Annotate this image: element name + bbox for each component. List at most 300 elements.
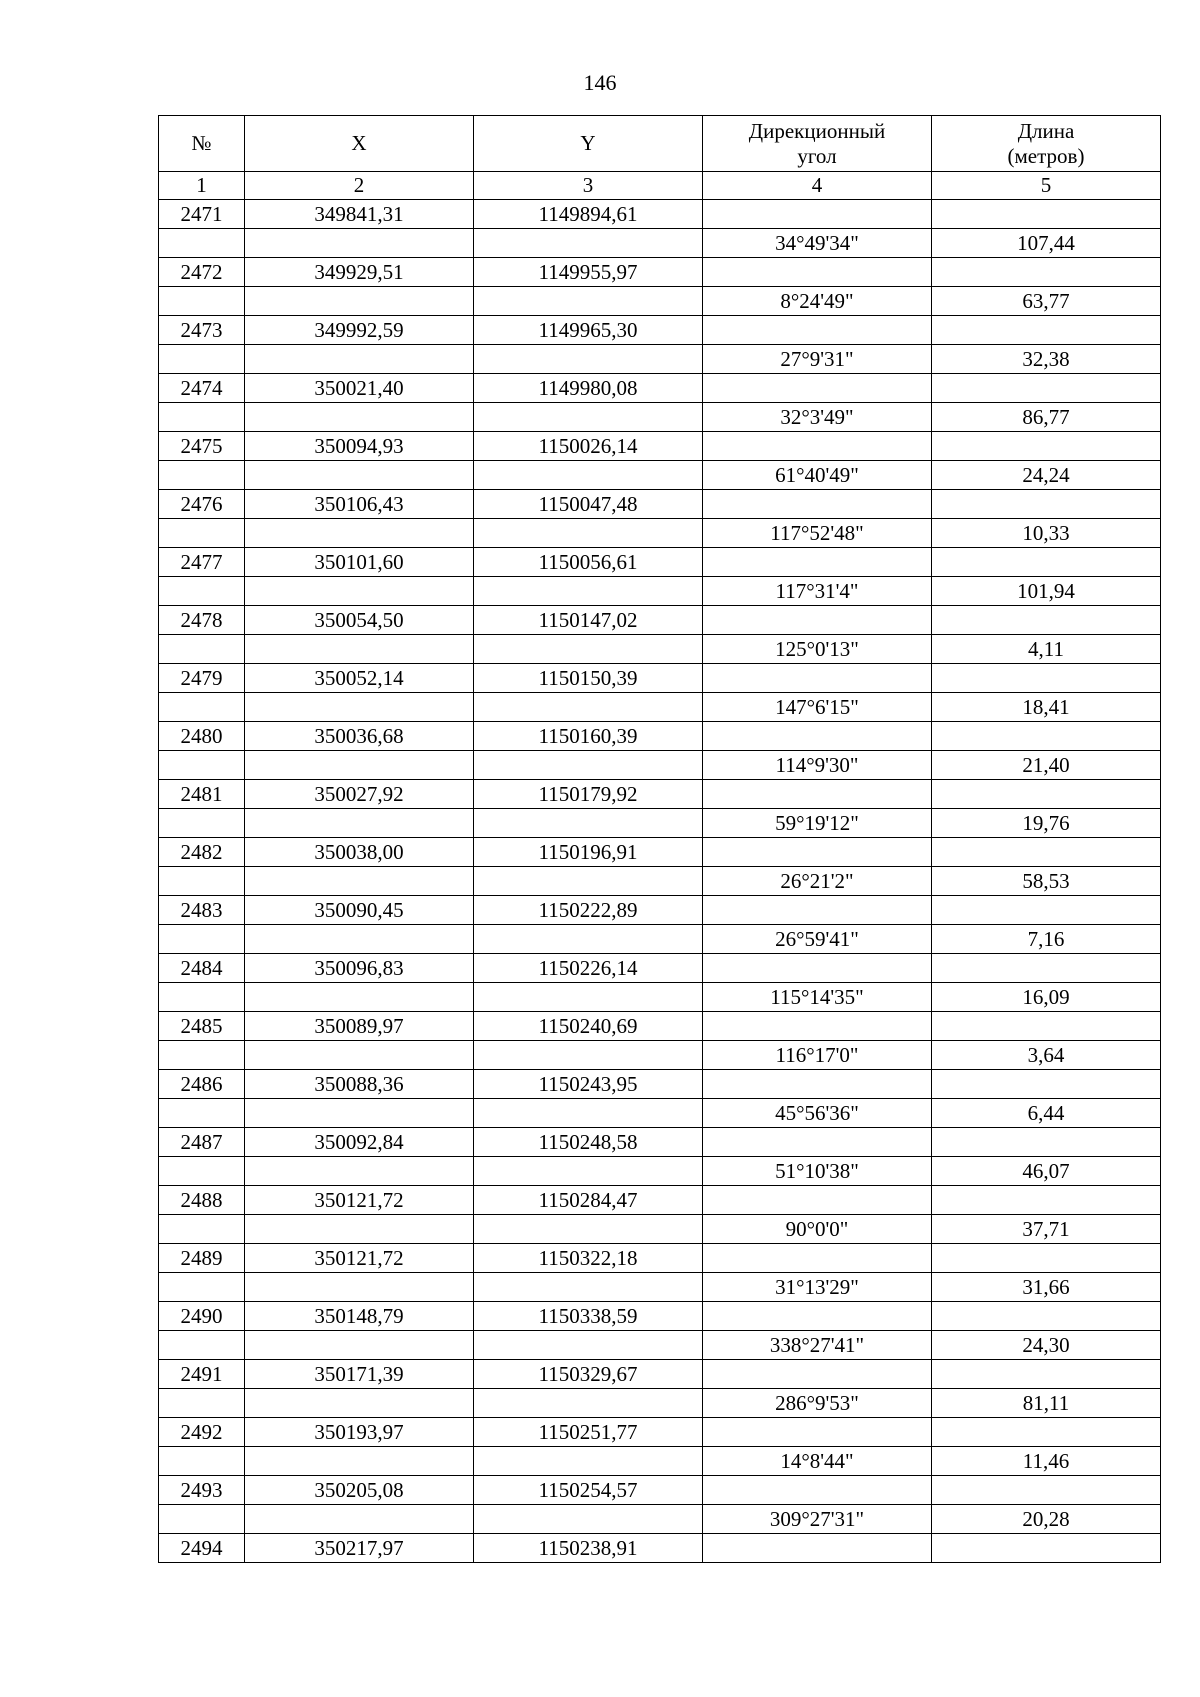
point-number-cell: 2479	[159, 664, 245, 693]
empty-cell	[159, 1215, 245, 1244]
column-number: 5	[932, 172, 1161, 200]
y-coordinate-cell: 1150284,47	[474, 1186, 703, 1215]
empty-cell	[703, 896, 932, 925]
bearing-angle-cell: 338°27'41"	[703, 1331, 932, 1360]
point-row	[159, 1012, 1161, 1041]
segment-length-cell: 24,24	[932, 461, 1161, 490]
point-number-cell: 2473	[159, 316, 245, 345]
empty-cell	[245, 577, 474, 606]
y-coordinate-cell: 1150240,69	[474, 1012, 703, 1041]
empty-cell	[245, 809, 474, 838]
empty-cell	[159, 345, 245, 374]
empty-cell	[245, 693, 474, 722]
empty-cell	[474, 867, 703, 896]
x-coordinate-cell: 350052,14	[245, 664, 474, 693]
empty-cell	[159, 867, 245, 896]
empty-cell	[474, 345, 703, 374]
empty-cell	[932, 1418, 1161, 1447]
empty-cell	[932, 1070, 1161, 1099]
empty-cell	[245, 1273, 474, 1302]
segment-length-cell: 11,46	[932, 1447, 1161, 1476]
empty-cell	[703, 606, 932, 635]
empty-cell	[932, 606, 1161, 635]
x-coordinate-cell: 350021,40	[245, 374, 474, 403]
header-length-line2: (метров)	[1007, 143, 1085, 168]
segment-length-cell: 21,40	[932, 751, 1161, 780]
empty-cell	[474, 403, 703, 432]
empty-cell	[703, 780, 932, 809]
y-coordinate-cell: 1150147,02	[474, 606, 703, 635]
empty-cell	[703, 1360, 932, 1389]
empty-cell	[245, 229, 474, 258]
empty-cell	[474, 229, 703, 258]
empty-cell	[159, 577, 245, 606]
empty-cell	[703, 1244, 932, 1273]
point-row	[159, 606, 1161, 635]
empty-cell	[245, 461, 474, 490]
empty-cell	[159, 1505, 245, 1534]
empty-cell	[932, 490, 1161, 519]
empty-cell	[932, 432, 1161, 461]
y-coordinate-cell: 1150243,95	[474, 1070, 703, 1099]
empty-cell	[932, 1012, 1161, 1041]
bearing-angle-cell: 147°6'15"	[703, 693, 932, 722]
table-body	[159, 200, 1161, 1563]
empty-cell	[245, 1041, 474, 1070]
x-coordinate-cell: 349929,51	[245, 258, 474, 287]
empty-cell	[703, 1012, 932, 1041]
y-coordinate-cell: 1150047,48	[474, 490, 703, 519]
segment-length-cell: 81,11	[932, 1389, 1161, 1418]
y-coordinate-cell: 1150238,91	[474, 1534, 703, 1563]
empty-cell	[932, 780, 1161, 809]
empty-cell	[474, 461, 703, 490]
empty-cell	[474, 519, 703, 548]
empty-cell	[245, 345, 474, 374]
segment-length-cell: 7,16	[932, 925, 1161, 954]
y-coordinate-cell: 1150322,18	[474, 1244, 703, 1273]
x-coordinate-cell: 350121,72	[245, 1186, 474, 1215]
bearing-angle-cell: 34°49'34"	[703, 229, 932, 258]
point-number-cell: 2489	[159, 1244, 245, 1273]
empty-cell	[474, 1331, 703, 1360]
x-coordinate-cell: 350096,83	[245, 954, 474, 983]
y-coordinate-cell: 1150338,59	[474, 1302, 703, 1331]
segment-length-cell: 101,94	[932, 577, 1161, 606]
segment-row	[159, 461, 1161, 490]
empty-cell	[245, 1389, 474, 1418]
column-number-row	[159, 172, 1161, 200]
segment-row	[159, 809, 1161, 838]
y-coordinate-cell: 1149955,97	[474, 258, 703, 287]
segment-row	[159, 345, 1161, 374]
bearing-angle-cell: 26°21'2"	[703, 867, 932, 896]
x-coordinate-cell: 350106,43	[245, 490, 474, 519]
segment-row	[159, 1389, 1161, 1418]
empty-cell	[932, 896, 1161, 925]
segment-row	[159, 403, 1161, 432]
segment-length-cell: 58,53	[932, 867, 1161, 896]
point-row	[159, 1070, 1161, 1099]
x-coordinate-cell: 350054,50	[245, 606, 474, 635]
empty-cell	[932, 1128, 1161, 1157]
empty-cell	[932, 838, 1161, 867]
point-number-cell: 2490	[159, 1302, 245, 1331]
bearing-angle-cell: 115°14'35"	[703, 983, 932, 1012]
empty-cell	[703, 1128, 932, 1157]
empty-cell	[932, 664, 1161, 693]
page-number: 146	[583, 70, 617, 95]
empty-cell	[703, 200, 932, 229]
header-length-line1: Длина	[1017, 118, 1075, 143]
bearing-angle-cell: 125°0'13"	[703, 635, 932, 664]
coordinates-table	[158, 115, 1161, 1563]
empty-cell	[703, 258, 932, 287]
empty-cell	[703, 1476, 932, 1505]
point-number-cell: 2482	[159, 838, 245, 867]
empty-cell	[703, 722, 932, 751]
point-number-cell: 2476	[159, 490, 245, 519]
header-angle	[703, 116, 932, 172]
empty-cell	[703, 838, 932, 867]
segment-row	[159, 983, 1161, 1012]
empty-cell	[159, 519, 245, 548]
segment-row	[159, 1157, 1161, 1186]
empty-cell	[703, 432, 932, 461]
x-coordinate-cell: 350205,08	[245, 1476, 474, 1505]
empty-cell	[474, 1447, 703, 1476]
x-coordinate-cell: 350193,97	[245, 1418, 474, 1447]
segment-length-cell: 20,28	[932, 1505, 1161, 1534]
y-coordinate-cell: 1150222,89	[474, 896, 703, 925]
x-coordinate-cell: 350121,72	[245, 1244, 474, 1273]
point-number-cell: 2481	[159, 780, 245, 809]
empty-cell	[703, 548, 932, 577]
point-row	[159, 548, 1161, 577]
point-row	[159, 664, 1161, 693]
bearing-angle-cell: 114°9'30"	[703, 751, 932, 780]
point-number-cell: 2487	[159, 1128, 245, 1157]
bearing-angle-cell: 59°19'12"	[703, 809, 932, 838]
empty-cell	[245, 1215, 474, 1244]
bearing-angle-cell: 117°31'4"	[703, 577, 932, 606]
segment-length-cell: 19,76	[932, 809, 1161, 838]
point-number-cell: 2480	[159, 722, 245, 751]
empty-cell	[245, 1157, 474, 1186]
bearing-angle-cell: 26°59'41"	[703, 925, 932, 954]
segment-length-cell: 10,33	[932, 519, 1161, 548]
empty-cell	[245, 635, 474, 664]
segment-row	[159, 693, 1161, 722]
x-coordinate-cell: 350090,45	[245, 896, 474, 925]
bearing-angle-cell: 31°13'29"	[703, 1273, 932, 1302]
segment-length-cell: 86,77	[932, 403, 1161, 432]
empty-cell	[245, 287, 474, 316]
empty-cell	[932, 1360, 1161, 1389]
point-number-cell: 2478	[159, 606, 245, 635]
empty-cell	[159, 1041, 245, 1070]
empty-cell	[703, 664, 932, 693]
segment-length-cell: 46,07	[932, 1157, 1161, 1186]
empty-cell	[159, 1099, 245, 1128]
y-coordinate-cell: 1150251,77	[474, 1418, 703, 1447]
segment-length-cell: 63,77	[932, 287, 1161, 316]
empty-cell	[703, 374, 932, 403]
point-number-cell: 2486	[159, 1070, 245, 1099]
x-coordinate-cell: 350036,68	[245, 722, 474, 751]
point-row	[159, 374, 1161, 403]
segment-length-cell: 24,30	[932, 1331, 1161, 1360]
bearing-angle-cell: 117°52'48"	[703, 519, 932, 548]
point-row	[159, 722, 1161, 751]
segment-length-cell: 31,66	[932, 1273, 1161, 1302]
empty-cell	[932, 722, 1161, 751]
column-number: 3	[474, 172, 703, 200]
x-coordinate-cell: 350092,84	[245, 1128, 474, 1157]
segment-length-cell: 107,44	[932, 229, 1161, 258]
empty-cell	[703, 1186, 932, 1215]
empty-cell	[474, 577, 703, 606]
x-coordinate-cell: 349992,59	[245, 316, 474, 345]
empty-cell	[703, 1070, 932, 1099]
x-coordinate-cell: 350217,97	[245, 1534, 474, 1563]
segment-row	[159, 1447, 1161, 1476]
point-number-cell: 2488	[159, 1186, 245, 1215]
bearing-angle-cell: 27°9'31"	[703, 345, 932, 374]
empty-cell	[474, 1215, 703, 1244]
empty-cell	[159, 751, 245, 780]
y-coordinate-cell: 1149965,30	[474, 316, 703, 345]
x-coordinate-cell: 350148,79	[245, 1302, 474, 1331]
segment-row	[159, 925, 1161, 954]
empty-cell	[703, 490, 932, 519]
segment-length-cell: 37,71	[932, 1215, 1161, 1244]
bearing-angle-cell: 32°3'49"	[703, 403, 932, 432]
x-coordinate-cell: 349841,31	[245, 200, 474, 229]
point-row	[159, 258, 1161, 287]
empty-cell	[474, 1389, 703, 1418]
point-row	[159, 1128, 1161, 1157]
empty-cell	[245, 1505, 474, 1534]
y-coordinate-cell: 1150150,39	[474, 664, 703, 693]
point-row	[159, 490, 1161, 519]
header-length	[932, 116, 1161, 172]
empty-cell	[159, 925, 245, 954]
point-row	[159, 1418, 1161, 1447]
point-row	[159, 200, 1161, 229]
segment-length-cell: 3,64	[932, 1041, 1161, 1070]
empty-cell	[474, 925, 703, 954]
point-number-cell: 2471	[159, 200, 245, 229]
segment-row	[159, 635, 1161, 664]
point-row	[159, 1302, 1161, 1331]
empty-cell	[245, 925, 474, 954]
y-coordinate-cell: 1150329,67	[474, 1360, 703, 1389]
empty-cell	[245, 519, 474, 548]
y-coordinate-cell: 1150248,58	[474, 1128, 703, 1157]
empty-cell	[932, 1476, 1161, 1505]
x-coordinate-cell: 350094,93	[245, 432, 474, 461]
bearing-angle-cell: 45°56'36"	[703, 1099, 932, 1128]
point-number-cell: 2483	[159, 896, 245, 925]
bearing-angle-cell: 8°24'49"	[703, 287, 932, 316]
bearing-angle-cell: 61°40'49"	[703, 461, 932, 490]
header-number: №	[159, 116, 245, 172]
point-row	[159, 1476, 1161, 1505]
empty-cell	[932, 1302, 1161, 1331]
segment-row	[159, 1273, 1161, 1302]
bearing-angle-cell: 51°10'38"	[703, 1157, 932, 1186]
empty-cell	[932, 316, 1161, 345]
empty-cell	[932, 954, 1161, 983]
empty-cell	[159, 1389, 245, 1418]
empty-cell	[703, 1418, 932, 1447]
empty-cell	[245, 1447, 474, 1476]
segment-length-cell: 18,41	[932, 693, 1161, 722]
empty-cell	[474, 809, 703, 838]
empty-cell	[159, 287, 245, 316]
empty-cell	[159, 1273, 245, 1302]
empty-cell	[932, 1186, 1161, 1215]
empty-cell	[474, 1099, 703, 1128]
x-coordinate-cell: 350171,39	[245, 1360, 474, 1389]
segment-row	[159, 1215, 1161, 1244]
empty-cell	[474, 1041, 703, 1070]
point-row	[159, 954, 1161, 983]
column-number: 2	[245, 172, 474, 200]
segment-row	[159, 1331, 1161, 1360]
point-number-cell: 2477	[159, 548, 245, 577]
y-coordinate-cell: 1149980,08	[474, 374, 703, 403]
segment-row	[159, 867, 1161, 896]
empty-cell	[932, 1244, 1161, 1273]
point-row	[159, 1244, 1161, 1273]
point-row	[159, 1186, 1161, 1215]
empty-cell	[159, 1157, 245, 1186]
x-coordinate-cell: 350088,36	[245, 1070, 474, 1099]
column-number: 1	[159, 172, 245, 200]
empty-cell	[474, 1273, 703, 1302]
empty-cell	[703, 316, 932, 345]
y-coordinate-cell: 1150179,92	[474, 780, 703, 809]
point-number-cell: 2493	[159, 1476, 245, 1505]
point-number-cell: 2494	[159, 1534, 245, 1563]
empty-cell	[703, 954, 932, 983]
empty-cell	[159, 229, 245, 258]
empty-cell	[703, 1302, 932, 1331]
empty-cell	[159, 983, 245, 1012]
bearing-angle-cell: 14°8'44"	[703, 1447, 932, 1476]
empty-cell	[474, 1505, 703, 1534]
empty-cell	[474, 635, 703, 664]
empty-cell	[159, 809, 245, 838]
empty-cell	[245, 867, 474, 896]
bearing-angle-cell: 90°0'0"	[703, 1215, 932, 1244]
point-number-cell: 2491	[159, 1360, 245, 1389]
segment-length-cell: 16,09	[932, 983, 1161, 1012]
empty-cell	[474, 1157, 703, 1186]
point-number-cell: 2475	[159, 432, 245, 461]
point-row	[159, 780, 1161, 809]
point-row	[159, 316, 1161, 345]
bearing-angle-cell: 116°17'0"	[703, 1041, 932, 1070]
empty-cell	[159, 635, 245, 664]
y-coordinate-cell: 1150254,57	[474, 1476, 703, 1505]
empty-cell	[474, 693, 703, 722]
x-coordinate-cell: 350038,00	[245, 838, 474, 867]
segment-row	[159, 287, 1161, 316]
empty-cell	[474, 751, 703, 780]
empty-cell	[245, 1331, 474, 1360]
bearing-angle-cell: 309°27'31"	[703, 1505, 932, 1534]
segment-row	[159, 229, 1161, 258]
header-y: Y	[474, 116, 703, 172]
segment-row	[159, 577, 1161, 606]
point-number-cell: 2485	[159, 1012, 245, 1041]
empty-cell	[474, 287, 703, 316]
point-number-cell: 2472	[159, 258, 245, 287]
table-header-row	[159, 116, 1161, 172]
point-row	[159, 1360, 1161, 1389]
segment-length-cell: 6,44	[932, 1099, 1161, 1128]
point-row	[159, 896, 1161, 925]
empty-cell	[245, 1099, 474, 1128]
y-coordinate-cell: 1150196,91	[474, 838, 703, 867]
column-number: 4	[703, 172, 932, 200]
header-angle-line1: Дирекционный	[748, 118, 886, 143]
segment-row	[159, 1505, 1161, 1534]
segment-row	[159, 519, 1161, 548]
y-coordinate-cell: 1149894,61	[474, 200, 703, 229]
x-coordinate-cell: 350027,92	[245, 780, 474, 809]
empty-cell	[932, 548, 1161, 577]
x-coordinate-cell: 350101,60	[245, 548, 474, 577]
point-number-cell: 2492	[159, 1418, 245, 1447]
bearing-angle-cell: 286°9'53"	[703, 1389, 932, 1418]
empty-cell	[474, 983, 703, 1012]
point-number-cell: 2484	[159, 954, 245, 983]
segment-row	[159, 751, 1161, 780]
segment-length-cell: 4,11	[932, 635, 1161, 664]
empty-cell	[245, 403, 474, 432]
empty-cell	[159, 1447, 245, 1476]
x-coordinate-cell: 350089,97	[245, 1012, 474, 1041]
empty-cell	[703, 1534, 932, 1563]
point-row	[159, 432, 1161, 461]
y-coordinate-cell: 1150026,14	[474, 432, 703, 461]
empty-cell	[932, 200, 1161, 229]
point-number-cell: 2474	[159, 374, 245, 403]
y-coordinate-cell: 1150160,39	[474, 722, 703, 751]
header-x: X	[245, 116, 474, 172]
y-coordinate-cell: 1150056,61	[474, 548, 703, 577]
y-coordinate-cell: 1150226,14	[474, 954, 703, 983]
empty-cell	[159, 461, 245, 490]
empty-cell	[159, 403, 245, 432]
empty-cell	[932, 258, 1161, 287]
segment-row	[159, 1041, 1161, 1070]
point-row	[159, 1534, 1161, 1563]
empty-cell	[159, 1331, 245, 1360]
empty-cell	[245, 751, 474, 780]
empty-cell	[932, 374, 1161, 403]
point-row	[159, 838, 1161, 867]
header-angle-line2: угол	[797, 143, 837, 168]
empty-cell	[245, 983, 474, 1012]
empty-cell	[159, 693, 245, 722]
segment-row	[159, 1099, 1161, 1128]
empty-cell	[932, 1534, 1161, 1563]
